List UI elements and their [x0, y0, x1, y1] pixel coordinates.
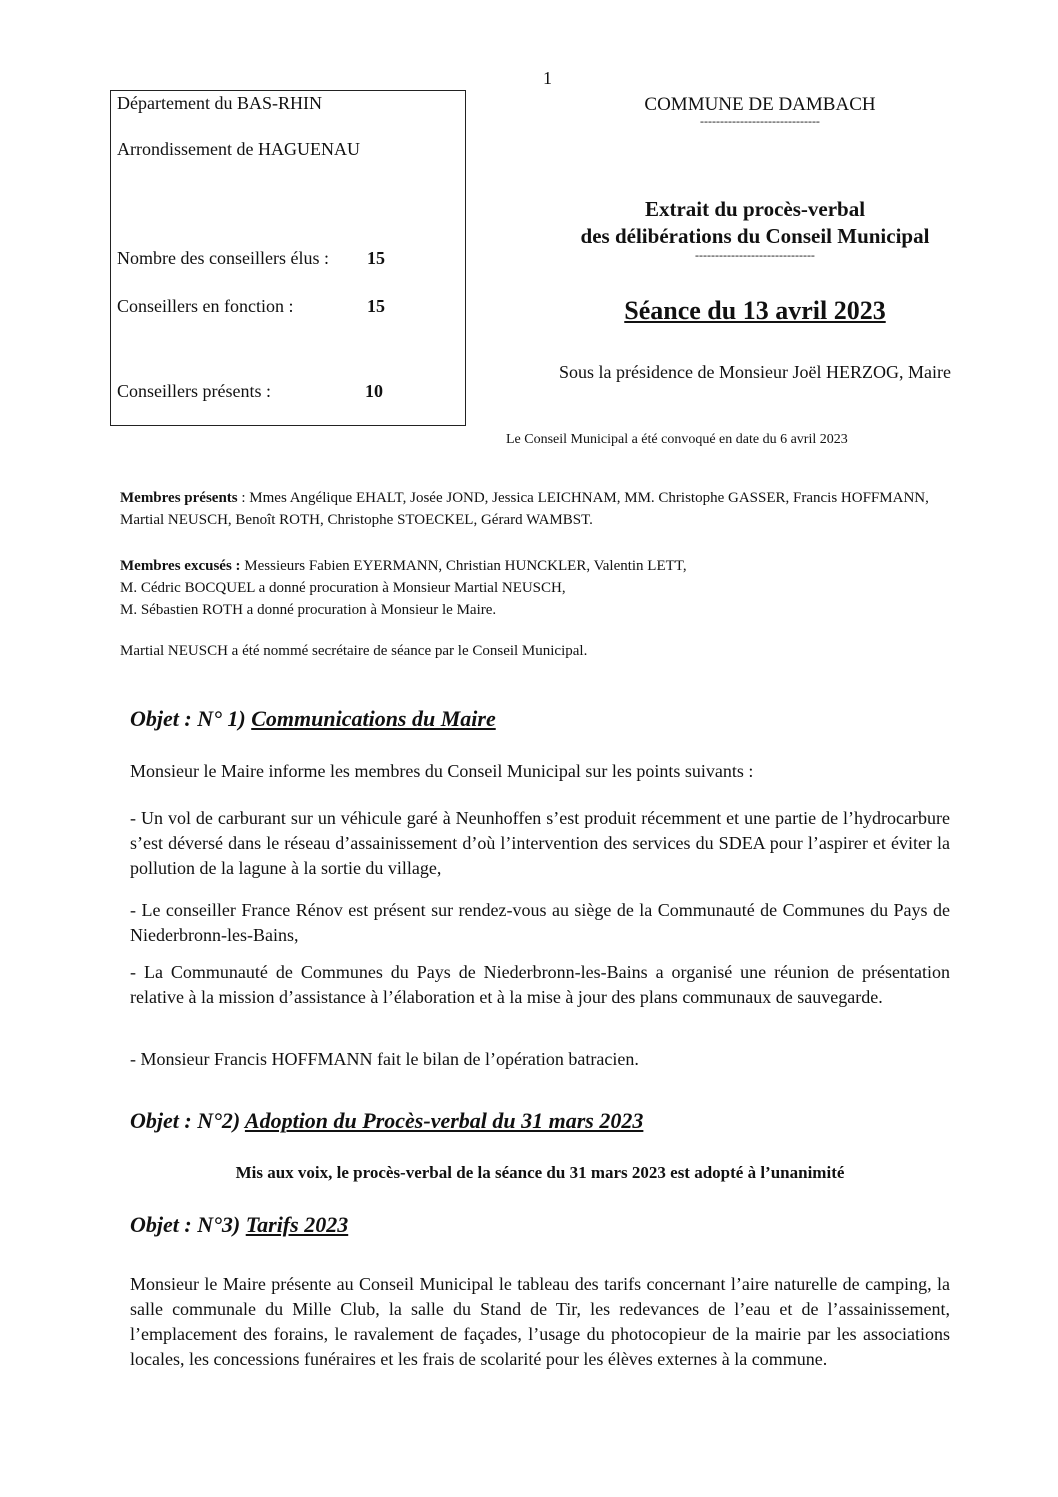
presents-value: 10	[365, 381, 383, 401]
commune-header	[540, 94, 980, 126]
section-3-prefix: Objet : N°3)	[130, 1212, 246, 1237]
section-1-point-1: - Un vol de carburant sur un véhicule garé à Neunhoffen s’est produit récemment et une partie de l’hydrocarbure s’est déversé dans le réseau d’assainissement d’où l’intervention des services du SDEA pour l’aspirer et éviter la pollution de la lagune à la sortie du village,	[130, 808, 950, 878]
members-excused-line-3: M. Sébastien ROTH a donné procuration à Monsieur le Maire.	[120, 602, 497, 618]
members-excused-line-2: M. Cédric BOCQUEL a donné procuration à Monsieur Martial NEUSCH,	[120, 580, 566, 596]
elus-label: Nombre des conseillers élus :	[117, 248, 329, 268]
members-excused	[120, 555, 950, 621]
section-1-intro: Monsieur le Maire informe les membres du Conseil Municipal sur les points suivants :	[130, 761, 754, 781]
separator: ------------------------------	[695, 248, 815, 262]
section-3-title: Tarifs 2023	[245, 1212, 349, 1237]
page-number: 1	[543, 68, 552, 88]
seance-date: Séance du 13 avril 2023	[624, 296, 886, 325]
separator: ------------------------------	[700, 114, 820, 128]
convocation: Le Conseil Municipal a été convoqué en date du 6 avril 2023	[506, 432, 848, 447]
section-2-heading	[130, 1108, 643, 1134]
members-present	[120, 487, 950, 531]
section-1-point-3: - La Communauté de Communes du Pays de Niederbronn-les-Bains a organisé une réunion de présentation relative à la mission d’assistance à l’élaboration et à la mise à jour des plans communaux de sauvegarde.	[130, 962, 950, 1007]
document-title	[530, 196, 980, 260]
title-line-1: Extrait du procès-verbal	[644, 197, 866, 221]
presents-label: Conseillers présents :	[117, 381, 271, 401]
elus-value: 15	[367, 248, 385, 268]
section-1-heading	[130, 706, 496, 732]
info-box	[110, 90, 466, 426]
fonction-value: 15	[367, 296, 385, 316]
members-excused-line-1: Messieurs Fabien EYERMANN, Christian HUNCKLER, Valentin LETT,	[240, 558, 687, 574]
section-3-text: Monsieur le Maire présente au Conseil Municipal le tableau des tarifs concernant l’aire naturelle de camping, la salle communale du Mille Club, la salle du Stand de Tir, les redevances de l’eau et de l’assainissement, l’emplacement des forains, le ravalement de façades, l’usage du photocopieur de la mairie par les associations locales, les concessions funéraires et les frais de scolarité pour les élèves externes à la commune.	[130, 1274, 950, 1369]
presidence: Sous la présidence de Monsieur Joël HERZOG, Maire	[559, 362, 951, 382]
members-present-label: Membres présents	[120, 490, 238, 506]
arrondissement: Arrondissement de HAGUENAU	[117, 139, 360, 159]
title-line-2: des délibérations du Conseil Municipal	[580, 224, 930, 248]
secretaire: Martial NEUSCH a été nommé secrétaire de séance par le Conseil Municipal.	[120, 643, 588, 659]
section-1-title: Communications du Maire	[251, 706, 496, 731]
section-1-point-2: - Le conseiller France Rénov est présent sur rendez-vous au siège de la Communauté de Communes du Pays de Niederbronn-les-Bains,	[130, 900, 950, 945]
section-1-point-4: - Monsieur Francis HOFFMANN fait le bilan de l’opération batracien.	[130, 1049, 639, 1069]
members-present-text: : Mmes Angélique EHALT, Josée JOND, Jessica LEICHNAM, MM. Christophe GASSER, Francis HOFFMANN, Martial NEUSCH, Benoît ROTH, Christophe STOECKEL, Gérard WAMBST.	[120, 490, 929, 528]
section-2-prefix: Objet : N°2)	[130, 1108, 245, 1133]
members-excused-label: Membres excusés :	[120, 558, 241, 574]
commune-name: COMMUNE DE DAMBACH	[644, 94, 876, 115]
fonction-label: Conseillers en fonction :	[117, 296, 294, 316]
section-3-heading	[130, 1212, 348, 1238]
departement: Département du BAS-RHIN	[117, 93, 322, 113]
section-2-decision: Mis aux voix, le procès-verbal de la séance du 31 mars 2023 est adopté à l’unanimité	[235, 1163, 845, 1182]
section-1-prefix: Objet : N° 1)	[130, 706, 252, 731]
section-2-title: Adoption du Procès-verbal du 31 mars 2023	[244, 1108, 644, 1133]
